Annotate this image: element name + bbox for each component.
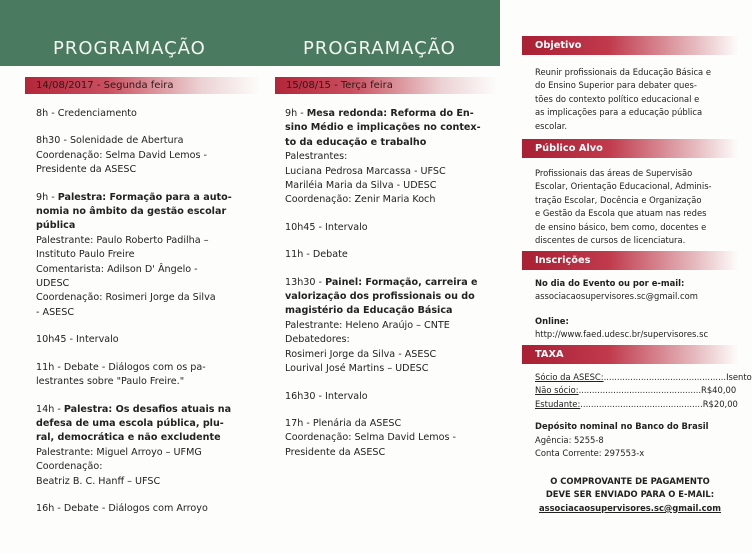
schedule-line: Coordenação: Selma David Lemos - bbox=[36, 149, 207, 161]
fee-row bbox=[535, 384, 737, 397]
schedule-line bbox=[36, 446, 251, 460]
schedule-text: Mariléia Maria da Silva - UDESC bbox=[285, 180, 437, 192]
fee-value: R$40,00 bbox=[701, 385, 737, 396]
schedule-line bbox=[285, 107, 490, 121]
schedule-item bbox=[285, 248, 490, 262]
schedule-line: Coordenação: Selma David Lemos - bbox=[285, 432, 456, 444]
schedule-line: Presidente da ASESC bbox=[285, 446, 386, 458]
schedule-text: Rosimeri Jorge da Silva - ASESC bbox=[285, 348, 437, 360]
schedule-item bbox=[285, 221, 490, 235]
fee-label: Não sócio: bbox=[535, 385, 579, 396]
publico-alvo-heading: Público Alvo bbox=[522, 139, 738, 158]
publico-alvo-text bbox=[535, 167, 735, 247]
inscricoes-email: associacaosupervisores.sc@gmail.com bbox=[535, 291, 698, 302]
deposit-title: Depósito nominal no Banco do Brasil bbox=[535, 421, 709, 432]
schedule-line bbox=[285, 304, 490, 318]
text-line: associacaosupervisores.sc@gmail.com bbox=[538, 502, 722, 513]
schedule-line bbox=[285, 165, 490, 179]
schedule-item bbox=[285, 276, 490, 377]
middle-schedule bbox=[285, 107, 490, 473]
schedule-line bbox=[36, 417, 251, 431]
schedule-line bbox=[36, 460, 251, 474]
schedule-text: UDESC bbox=[36, 278, 70, 290]
schedule-text: Palestrante: Paulo Roberto Padilha – bbox=[36, 234, 209, 246]
schedule-bold-text: Painel: Formação, carreira e bbox=[325, 276, 478, 288]
fee-label: Estudante: bbox=[535, 398, 581, 409]
schedule-item bbox=[36, 403, 251, 489]
text-line: tões do contexto político educacional e bbox=[535, 93, 700, 104]
schedule-line bbox=[285, 276, 490, 290]
schedule-text: Coordenação: bbox=[36, 461, 103, 473]
fee-row bbox=[535, 371, 752, 384]
objetivo-heading: Objetivo bbox=[522, 36, 738, 55]
taxa-heading: TAXA bbox=[522, 345, 738, 364]
text-line: Reunir profissionais da Educação Básica e bbox=[535, 67, 711, 77]
inscricoes-url: http://www.faed.udesc.br/supervisores.sc bbox=[535, 329, 709, 340]
conta-corrente: Conta Corrente: 297553-x bbox=[535, 448, 645, 459]
schedule-text: Coordenação: Zenir Maria Koch bbox=[285, 194, 436, 206]
text-line: Profissionais das áreas de Supervisão bbox=[535, 168, 693, 178]
text-line: de ensino básico, bem como, docentes e bbox=[535, 221, 707, 232]
schedule-bold-text: magistério da Educação Básica bbox=[285, 305, 453, 317]
middle-date-bar: 15/08/15 - Terça feira bbox=[275, 77, 497, 94]
fee-dots: .............................................. bbox=[578, 385, 702, 396]
schedule-bold-text: nomia no âmbito da gestão escolar bbox=[36, 206, 227, 218]
taxa-text bbox=[535, 371, 752, 460]
schedule-text: 14h - bbox=[36, 403, 64, 415]
schedule-text: Lourival José Martins – UDESC bbox=[285, 363, 429, 375]
middle-program-title: PROGRAMAÇÃO bbox=[303, 38, 456, 59]
schedule-text: - ASESC bbox=[36, 306, 75, 318]
inscricoes-text bbox=[535, 277, 735, 342]
schedule-text: Comentarista: Adilson D' Ângelo - bbox=[36, 263, 198, 275]
payment-notice bbox=[522, 475, 738, 515]
schedule-bold-text: pública bbox=[36, 220, 76, 232]
text-line: O COMPROVANTE DE PAGAMENTO bbox=[550, 476, 710, 486]
schedule-bold-text: Palestra: Os desafios atuais na bbox=[63, 403, 232, 415]
schedule-line: 8h - Credenciamento bbox=[36, 108, 137, 119]
schedule-item bbox=[36, 134, 251, 177]
schedule-line bbox=[285, 348, 490, 362]
schedule-text: Instituto Paulo Freire bbox=[36, 249, 135, 261]
schedule-line: lestrantes sobre "Paulo Freire." bbox=[36, 376, 185, 388]
schedule-line bbox=[36, 191, 251, 205]
text-line: escolar. bbox=[535, 120, 568, 131]
schedule-line bbox=[36, 248, 251, 262]
schedule-line bbox=[285, 319, 490, 333]
schedule-item bbox=[36, 361, 251, 390]
schedule-item bbox=[285, 390, 490, 404]
inscricoes-line: No dia do Evento ou por e-mail: bbox=[535, 278, 685, 288]
schedule-line bbox=[285, 150, 490, 164]
schedule-text: Palestrante: Miguel Arroyo – UFMG bbox=[36, 446, 202, 458]
schedule-line bbox=[285, 136, 490, 150]
schedule-line bbox=[36, 205, 251, 219]
text-line: e Gestão da Escola que atuam nas redes bbox=[535, 208, 707, 219]
schedule-text: Coordenação: Rosimeri Jorge da Silva bbox=[36, 292, 216, 304]
objetivo-text bbox=[535, 66, 735, 133]
schedule-bold-text: Mesa redonda: Reforma do En- bbox=[306, 108, 474, 119]
schedule-line bbox=[36, 431, 251, 445]
schedule-line: Presidente da ASESC bbox=[36, 164, 137, 176]
text-line: do Ensino Superior para debater ques- bbox=[535, 80, 697, 91]
schedule-line bbox=[36, 475, 251, 489]
schedule-item bbox=[36, 191, 251, 321]
schedule-item bbox=[285, 417, 490, 460]
schedule-text: 9h - bbox=[285, 108, 307, 119]
schedule-line bbox=[36, 403, 251, 417]
left-schedule bbox=[36, 107, 251, 529]
fee-value: R$20,00 bbox=[702, 398, 738, 409]
schedule-line bbox=[285, 362, 490, 376]
schedule-line: 16h30 - Intervalo bbox=[285, 390, 368, 402]
schedule-line bbox=[285, 333, 490, 347]
schedule-line bbox=[36, 219, 251, 233]
fee-dots: .............................................. bbox=[580, 398, 703, 409]
online-label: Online: bbox=[535, 315, 569, 326]
schedule-line bbox=[285, 179, 490, 193]
schedule-bold-text: ral, democrática e não excludente bbox=[36, 432, 221, 444]
schedule-line: 10h45 - Intervalo bbox=[285, 221, 368, 233]
schedule-bold-text: sino Médio e implicações no contex- bbox=[285, 122, 481, 134]
schedule-item bbox=[285, 107, 490, 208]
text-line: as implicações para a educação pública bbox=[535, 107, 703, 118]
schedule-line: 11h - Debate - Diálogos com os pa- bbox=[36, 361, 206, 373]
info-column bbox=[522, 0, 752, 553]
schedule-item bbox=[36, 502, 251, 516]
text-line: tração Escolar, Docência e Organização bbox=[535, 194, 702, 205]
fee-label: Sócio da ASESC: bbox=[535, 372, 604, 382]
schedule-text: 9h - bbox=[36, 191, 58, 203]
schedule-item bbox=[36, 107, 251, 121]
schedule-line bbox=[285, 193, 490, 207]
schedule-text: Palestrante: Heleno Araújo – CNTE bbox=[285, 319, 450, 331]
schedule-text: Luciana Pedrosa Marcassa - UFSC bbox=[285, 165, 446, 177]
schedule-line: 8h30 - Solenidade de Abertura bbox=[36, 135, 184, 147]
inscricoes-heading: Inscrições bbox=[522, 251, 738, 270]
text-line: Escolar, Orientação Educacional, Adminis- bbox=[535, 181, 712, 192]
schedule-line bbox=[285, 121, 490, 135]
schedule-line: 11h - Debate bbox=[285, 249, 348, 261]
schedule-line: 16h - Debate - Diálogos com Arroyo bbox=[36, 502, 208, 514]
schedule-line bbox=[36, 263, 251, 277]
agencia: Agência: 5255-8 bbox=[535, 434, 604, 445]
schedule-text: Palestrantes: bbox=[285, 151, 348, 163]
left-program-title: PROGRAMAÇÃO bbox=[53, 38, 206, 59]
text-line: DEVE SER ENVIADO PARA O E-MAIL: bbox=[545, 489, 715, 500]
fee-dots: .............................................. bbox=[603, 372, 727, 382]
schedule-text: Beatriz B. C. Hanff – UFSC bbox=[36, 475, 161, 487]
schedule-line bbox=[36, 306, 251, 320]
schedule-bold-text: valorização dos profissionais ou do bbox=[285, 291, 475, 303]
left-date-bar: 14/08/2017 - Segunda feira bbox=[25, 77, 260, 94]
schedule-bold-text: to da educação e trabalho bbox=[285, 136, 427, 148]
schedule-line bbox=[36, 291, 251, 305]
schedule-line bbox=[36, 277, 251, 291]
schedule-line: 17h - Plenária da ASESC bbox=[285, 417, 402, 429]
schedule-line bbox=[36, 234, 251, 248]
schedule-line: 10h45 - Intervalo bbox=[36, 334, 119, 346]
schedule-bold-text: Palestra: Formação para a auto- bbox=[57, 191, 232, 203]
schedule-line bbox=[285, 290, 490, 304]
schedule-bold-text: defesa de uma escola pública, plu- bbox=[36, 417, 224, 429]
schedule-text: 13h30 - bbox=[285, 276, 326, 288]
fee-value: Isento bbox=[726, 372, 752, 382]
schedule-text: Debatedores: bbox=[285, 334, 350, 346]
schedule-item bbox=[36, 333, 251, 347]
text-line: discentes de cursos de licenciatura. bbox=[535, 235, 686, 246]
fee-row bbox=[535, 398, 738, 411]
